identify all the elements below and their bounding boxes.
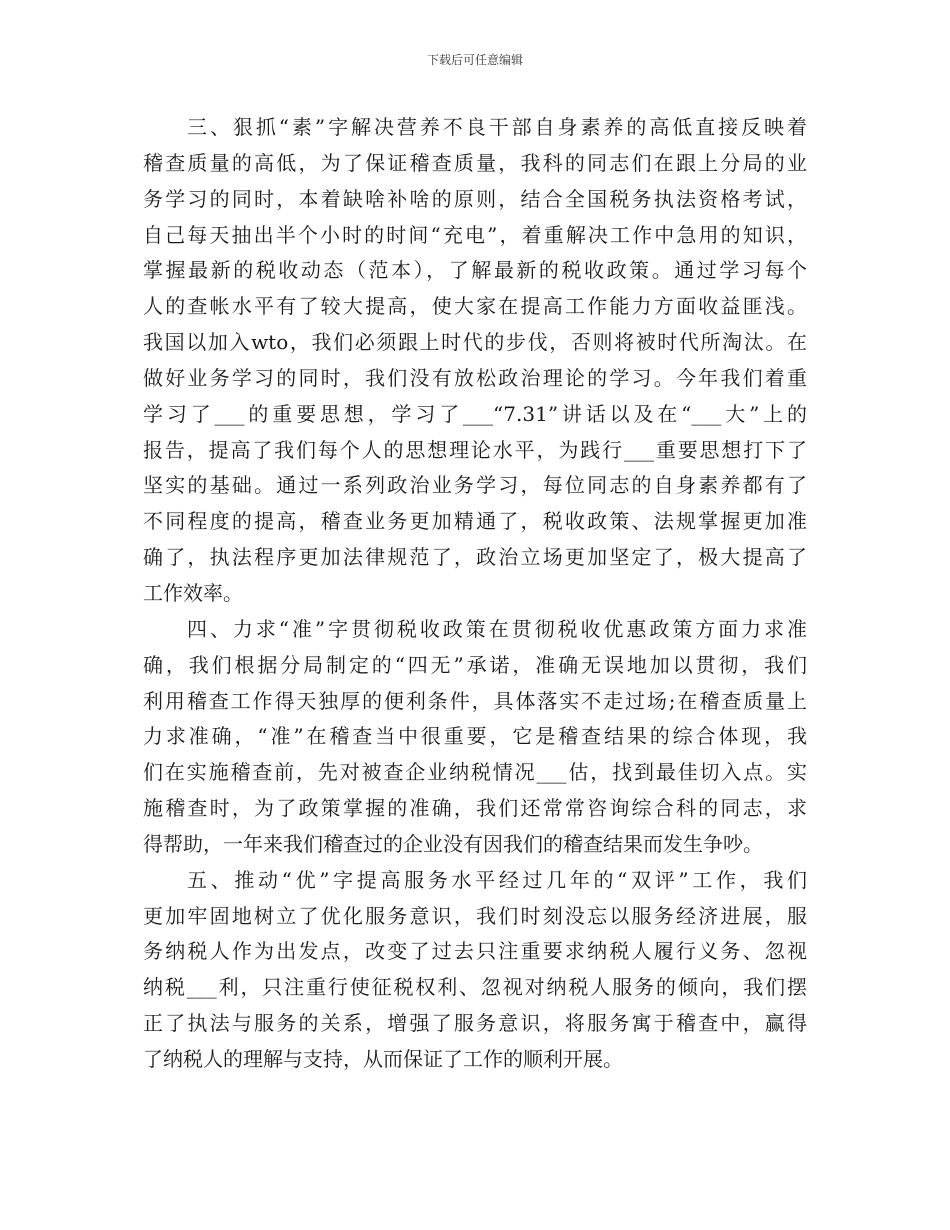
paragraph-you: [143, 863, 807, 1078]
text-line: 我国以加入wto，我们必须跟上时代的步伐，否则将被时代所淘汰。在: [143, 330, 807, 355]
text-line: 不同程度的提高，稽查业务更加精通了，税收政策、法规掌握更加准: [143, 509, 807, 534]
text-line: 务学习的同时，本着缺啥补啥的原则，结合全国税务执法资格考试，: [143, 186, 807, 211]
text-line: 人的查帐水平有了较大提高，使大家在提高工作能力方面收益匪浅。: [143, 294, 807, 319]
text-line: 工作效率。: [143, 580, 243, 605]
text-line: 稽查质量的高低，为了保证稽查质量，我科的同志们在跟上分局的业: [143, 150, 807, 175]
text-line: 得帮助，一年来我们稽查过的企业没有因我们的稽查结果而发生争吵。: [143, 831, 763, 856]
text-line: 报告，提高了我们每个人的思想理论水平，为践行___重要思想打下了: [143, 437, 807, 462]
text-line: 正了执法与服务的关系，增强了服务意识，将服务寓于稽查中，赢得: [143, 1011, 807, 1036]
text-line: 施稽查时，为了政策掌握的准确，我们还常常咨询综合科的同志，求: [143, 796, 807, 821]
text-line: 学习了___的重要思想，学习了___“7.31”讲话以及在“___大”上的: [143, 401, 807, 426]
text-line: 务纳税人作为出发点，改变了过去只注重要求纳税人履行义务、忽视: [143, 939, 807, 964]
paragraph-su: [143, 110, 807, 612]
text-line: 更加牢固地树立了优化服务意识，我们时刻没忘以服务经济进展，服: [143, 903, 807, 928]
text-line: 五、推动“优”字提高服务水平经过几年的“双评”工作，我们: [187, 867, 807, 892]
text-line: 做好业务学习的同时，我们没有放松政治理论的学习。今年我们着重: [143, 365, 807, 390]
text-line: 们在实施稽查前，先对被查企业纳税情况___估，找到最佳切入点。实: [143, 760, 807, 785]
text-line: 确，我们根据分局制定的“四无”承诺，准确无误地加以贯彻，我们: [143, 652, 807, 677]
text-line: 力求准确，“准”在稽查当中很重要，它是稽查结果的综合体现，我: [143, 724, 807, 749]
document-body: [143, 110, 807, 1078]
text-line: 确了，执法程序更加法律规范了，政治立场更加坚定了，极大提高了: [143, 545, 807, 570]
text-line: 三、狠抓“素”字解决营养不良干部自身素养的高低直接反映着: [187, 115, 807, 139]
text-line: 纳税___利，只注重行使征税权利、忽视对纳税人服务的倾向，我们摆: [143, 975, 807, 1000]
text-line: 自己每天抽出半个小时的时间“充电”，着重解决工作中急用的知识，: [143, 222, 807, 247]
text-line: 利用稽查工作得天独厚的便利条件，具体落实不走过场;在稽查质量上: [143, 688, 807, 713]
page-header-note: 下载后可任意编辑: [426, 53, 523, 67]
text-line: 坚实的基础。通过一系列政治业务学习，每位同志的自身素养都有了: [143, 473, 807, 498]
paragraph-zhun: [143, 612, 807, 863]
text-line: 了纳税人的理解与支持，从而保证了工作的顺利开展。: [143, 1046, 623, 1071]
text-line: 掌握最新的税收动态（范本），了解最新的税收政策。通过学习每个: [143, 258, 807, 283]
text-line: 四、力求“准”字贯彻税收政策在贯彻税收优惠政策方面力求准: [187, 616, 807, 641]
